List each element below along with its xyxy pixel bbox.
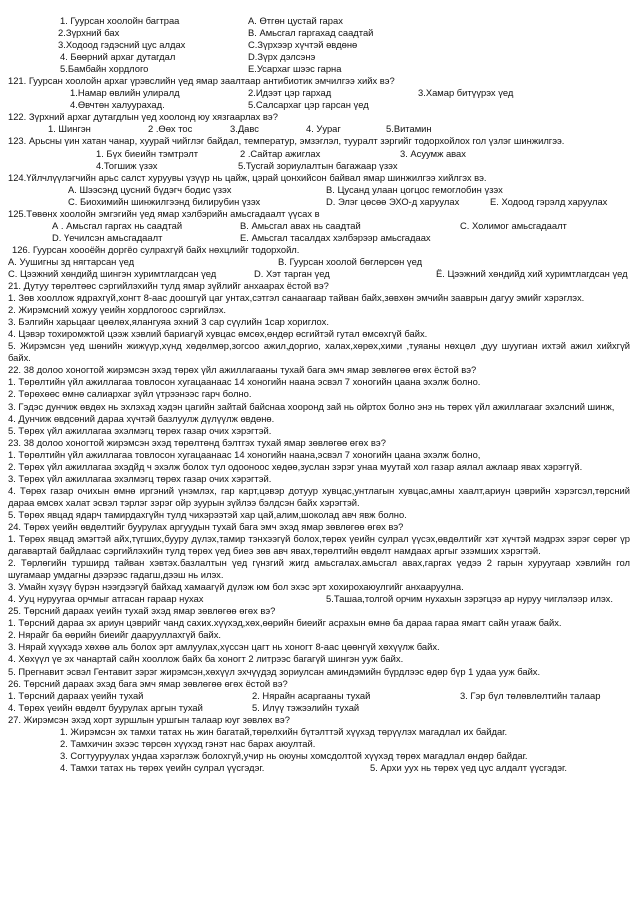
paragraph-text: 4. Төрөх газар очихын өмнө иргэний үнэмлэх, гар карт,цэвэр дотуур хувцас,унтлагын хувцас,амны хаалт,ариун цэврийн хэрэгсэл,төрсний дараа өмсөх халат эсвэл тэрлэг зэрэг ойр зуурын зүйлээ бэлдсэн байх хэрэгтэй. <box>8 484 630 508</box>
text-line <box>8 533 630 557</box>
text-segment: С. Биохимийн шинжилгээнд билирубин үзэх <box>68 195 261 207</box>
text-segment: 4. Дунчиж өвдсөний дараа хүчтэй базлуулж дүлүүлж өвдөнө. <box>8 412 275 424</box>
text-segment: 2. Нярайн асаргааны тухай <box>252 689 371 701</box>
text-segment: D.Зүрх дэлсэнэ <box>248 51 316 63</box>
text-line <box>8 653 630 665</box>
text-segment: 5.Тусгай зориулалтын багажаар үзэх <box>238 159 398 171</box>
paragraph-text: 1. Төрсний дараа эх ариун цэврийг чанд сахих.хүүхэд,хөх,өөрийн биеийг асрахын өмнө ба дараа гараа ямагт сайн угааж байх. <box>8 617 562 629</box>
paragraph-text: 2. Төрөх үйл ажиллагаа эхэдйд ч эхэлж болох тул одооноос хөдөө,зуслан зэрэг унаа муутай хол газар аялал ажлаар явах хэрэггүй. <box>8 460 583 472</box>
text-line <box>8 316 630 328</box>
paragraph-text: 5. Прегнавит эсвэл Гентавит зэрэг жирэмсэн,хөхүүл эхчүүдэд зориулсан аминдэмийн бүрдлээс өдөр бүр 1 удаа ууж байх. <box>8 665 541 677</box>
text-segment: А. Уушигны зд нягтарсан үед <box>8 255 135 267</box>
text-segment: 3. Гэр бүл төлөвлөлтийн талаар <box>460 689 601 701</box>
text-segment: С. Цээжний хөндийд шингэн хуримтлагдсан үед <box>8 267 217 279</box>
text-segment: 4. Ууц нуруугаа орчмыг атгасан гараар нухах <box>8 593 204 605</box>
text-line <box>8 726 630 738</box>
paragraph-text: 123. Арьсны үин хатан чанар, хуурай чийглэг байдал, температур, эмзэглэл, тууралт зэргийг тодорхойлох гол үзлэг шинжилгээ. <box>8 135 565 147</box>
text-line <box>8 641 630 653</box>
text-segment: 4. Төрөх үеийн өвдөлт буурулах аргын тухай <box>8 701 203 713</box>
text-line <box>8 629 630 641</box>
text-line <box>8 593 630 605</box>
text-segment: 4. Цэвэр тохиромжтой цээж хэвлий бариагүй хувцас өмсөх,өндөр өсгийтэй гутал өмсөхгүй байх. <box>8 328 428 340</box>
text-line <box>8 738 630 750</box>
text-segment: 3. Асуумж авах <box>400 147 466 159</box>
text-line <box>8 328 630 340</box>
text-segment: 23. 38 долоо хоногтой жирэмсэн эхэд төрөлтөнд бэлтгэх тухай ямар зөвлөгөө өгөх вэ? <box>8 436 386 448</box>
paragraph-text: 5. Жирэмсэн үед шөнийн жижүүр,хүнд хөдөлмөр,зогсоо ажил,доргио, халах,хөрөх,хими ,туяаны нөхцөл ,дуу шуугиан ихтэй ажил хийхгүй байх. <box>8 340 630 364</box>
text-segment: 124.Үйлчлүүлэгчийн арьс салст хуруувы үзүүр нь цайж, цэрай цонхийсон байвал ямар шинжилгээ хийлгэх вэ. <box>8 171 487 183</box>
text-segment: 4. Уураг <box>306 123 341 135</box>
text-segment: 126. Гуурсан хоооёйн доргёо сулрахгүй байх нөхцлийг тодорхойл. <box>12 243 300 255</box>
text-segment: 5.Витамин <box>386 123 432 135</box>
text-segment: 3. Нярай хүүхэдэ хөхөө аль болох эрт амлуулах,хүссэн цагт нь хоногт 8-аас цөөнгүй хөхүүлж байх. <box>8 641 440 653</box>
text-line <box>8 413 630 425</box>
text-segment: 3. Төрөх үйл ажиллагаа эхэлмэгц төрөх газар очих хэрэгтэй. <box>8 472 272 484</box>
text-segment: 3. Умайн хүзүү бүрэн нээгдээгүй байхад хамаагүй дүлэж юм бол эхэс эрт хохирохаюулгийг анхааруулна. <box>8 581 464 593</box>
text-line <box>8 521 630 533</box>
text-segment: 3.Давс <box>230 123 259 135</box>
text-segment: 24. Төрөх үеийн өвдөлтийг буурулах аргуудын тухай бага эмч эхэд ямар зөвлөгөө өгөх вэ? <box>8 520 404 532</box>
text-line <box>8 304 630 316</box>
text-segment: 21. Дутуу төрөлтөөс сэргийлэхийн тулд ямар зүйлийг анхаарах ёстой вэ? <box>8 280 329 292</box>
text-segment: 2 .Сайтар ажиглах <box>240 147 321 159</box>
text-line <box>8 364 630 376</box>
text-segment: В. Амьсгал гаргахад саадтай <box>248 27 374 39</box>
text-segment: Е. Амьсгал тасалдах хэлбэрээр амьсгадаах <box>240 231 431 243</box>
text-segment: 3.Хамар битүүрэх үед <box>418 87 514 99</box>
text-segment: 5. Төрөх явцад ядарч тамирдахгүйн тулд чихэрээтэй хар цай,алим,шоколад авч явж болно. <box>8 508 407 520</box>
text-line <box>8 27 630 39</box>
text-line <box>8 172 630 184</box>
text-line <box>8 617 630 629</box>
text-line <box>8 280 630 292</box>
text-segment: 121. Гуурсан хоолойн архаг үрэвслийн үед ямар заалтаар антибиотик эмчилгээ хийх вэ? <box>8 75 395 87</box>
text-segment: 1. Гуурсан хоолойн багтраа <box>60 15 180 26</box>
text-line <box>8 678 630 690</box>
text-line <box>8 473 630 485</box>
text-segment: D. Хэт тарган үед <box>254 267 330 279</box>
text-line <box>8 340 630 364</box>
text-line <box>8 160 630 172</box>
text-segment: В. Гуурсан хоолой бөглөрсөн үед <box>278 255 423 267</box>
text-segment: 2.Зүрхний бах <box>58 27 120 39</box>
text-line <box>8 714 630 726</box>
text-line <box>8 702 630 714</box>
text-segment: 4.Өвчтөн халуурахад. <box>70 99 165 111</box>
text-line <box>8 256 630 268</box>
text-line <box>8 509 630 521</box>
text-segment: 2. Нярайг ба өөрийн биеийг даарууллахгүй байх. <box>8 629 222 641</box>
text-segment: 5. Архи уух нь төрөх үед цус алдалт үүсгэдэг. <box>370 761 567 773</box>
text-segment: Е. Ходоод гэрэлд харуулах <box>490 195 608 207</box>
text-segment: 4.Тогшиж үзэх <box>96 159 158 171</box>
text-segment: 5. Илүү тэжээлийн тухай <box>252 701 360 713</box>
text-segment: 1.Намар өвлийн улиралд <box>70 87 180 99</box>
text-line <box>8 485 630 509</box>
text-line <box>8 268 630 280</box>
text-segment: 1. Жирэмсэн эх тамхи татах нь жин багатай,төрөлхийн бүтэлттэй хүүхэд төрүүлэх магадлал их байдаг. <box>60 725 508 737</box>
text-line <box>8 63 630 75</box>
paragraph-text: 1. Зөв хооллож ядрахгүй,хонгт 8-аас доошгүй цаг унтах,сэтгэл санаагаар тайван байх,зөвхөн эмчийн зааврын дагуу эмийг хэрэглэх. <box>8 292 585 304</box>
text-segment: А. Шээсэнд цусний бүдэгч бодис үзэх <box>68 183 232 195</box>
text-segment: А . Амьсгал гаргах нь саадтай <box>52 219 183 231</box>
text-line <box>8 87 630 99</box>
text-line <box>8 232 630 244</box>
text-segment: В. Цусанд улаан цогцос гемоглобин үзэх <box>326 183 503 195</box>
text-line <box>8 111 630 123</box>
text-line <box>8 123 630 135</box>
text-segment: 1. Бүх биеийн тэмтрэлт <box>96 147 199 159</box>
text-segment: 1. Төрөлтийн үйл ажиллагаа товлосон хугацаанаас 14 хоногийн наана,эсвэл 7 хоногийн цаана эхэлж болно, <box>8 448 481 460</box>
text-segment: 2. Төрөхөөс өмнө салиархаг зүйл үтрээнээс гарч болно. <box>8 388 252 400</box>
text-line <box>8 762 630 774</box>
text-segment: Ё. Цээжний хөндийд хий хуримтлагдсан үед <box>436 267 628 279</box>
text-segment: 122. Зүрхний архаг дутагдлын үед хоолонд юу хязгаарлах вэ? <box>8 111 278 123</box>
text-segment: В. Амьсгал авах нь саадтай <box>240 219 361 231</box>
text-segment: 2.Идээт цэр гархад <box>248 87 332 99</box>
paragraph-text: 1. Төрөх явцад эмэгтэй айх,түгших,бууру дүлэх,тамир тэнхээгүй болох,төрөх үеийн сулрал үүсэх,өвдөлтийг хэт хүчтэй мэдрэх зэрэг сөрөг үр дагавартай байдлаас сэргийлэхийн тулд төрөх үед биеэ зөв авч явах,төрөлтийн өвдөлт намдаах аргыг эзэмших хэрэгтэй. <box>8 533 630 557</box>
text-line <box>8 220 630 232</box>
text-line <box>8 184 630 196</box>
text-line <box>8 750 630 762</box>
text-line <box>8 292 630 304</box>
text-segment: 4. Тамхи татах нь төрөх үеийн сулрал үүсгэдэг. <box>60 761 265 773</box>
text-line <box>8 557 630 581</box>
text-segment: С. Холимог амьсгадаалт <box>460 219 567 231</box>
text-segment: 4. Бөөрний архаг дутагдал <box>60 51 176 63</box>
text-segment: 22. 38 долоо хоногтой жирэмсэн эхэд төрөх үйл ажиллагааны тухай бага эмч ямар зөвлөгөө өгөх ёстой вэ? <box>8 364 477 376</box>
text-line <box>8 605 630 617</box>
text-segment: 5.Ташаа,толгой орчим нухахын зэрэгцээ ар нуруу чиглэлээр илэх. <box>326 593 613 605</box>
text-line <box>8 437 630 449</box>
text-line <box>8 75 630 87</box>
text-line <box>8 196 630 208</box>
text-segment: 1. Төрөлтийн үйл ажиллагаа товлосон хугацаанаас 14 хоногийн наана эсвэл 7 хоногийн цаана эхэлж болно. <box>8 376 481 388</box>
text-line <box>8 244 630 256</box>
text-line <box>8 99 630 111</box>
text-segment: 2. Тамхичин эхээс төрсөн хүүхэд гэнэт нас барах аюултай. <box>60 737 316 749</box>
text-line <box>8 461 630 473</box>
text-segment: С.Зүрхээр хүчтэй өвдөнө <box>248 39 358 51</box>
text-segment: 2. Жирэмсний хожуу үеийн хордлогоос сэргийлэх. <box>8 304 227 316</box>
text-segment: 3.Ходоод гэдэсний цус алдах <box>58 39 186 51</box>
text-segment: 26. Төрсний дараах эхэд бага эмч ямар зөвлөгөө өгөх ёстой вэ? <box>8 677 288 689</box>
text-segment: 1. Шингэн <box>48 123 91 135</box>
text-segment: D. Элэг цөсөө ЭХО-д харуулах <box>326 195 460 207</box>
text-segment: D. Үечилсэн амьсгадаалт <box>52 231 163 243</box>
text-line <box>8 51 630 63</box>
text-segment: 3. Согтууруулах ундаа хэрэглэж болохгүй,учир нь оюуны хомсдолтой хүүхэд төрөх магадлал өндөр байдаг. <box>60 749 528 761</box>
text-line <box>8 449 630 461</box>
text-segment: 25. Төрсний дараах үеийн тухай эхэд ямар зөвлөгөө өгөх вэ? <box>8 605 276 617</box>
text-segment: 5.Бамбайн хордлого <box>60 63 149 75</box>
paragraph-text: 2. Төрлөгийн турширд тайван хэвтэх.базлалтын үед гүнзгий жигд амьсгалах.амьсгал авах,гаргах үедээ 2 гарын хуруугаар хэвлийн гол шугамаар умдагны дээрээс гадагш,дээш нь илэх. <box>8 557 630 581</box>
text-line <box>8 39 630 51</box>
text-line <box>8 690 630 702</box>
text-line <box>8 666 630 678</box>
text-segment: 5.Салсархаг цэр гарсан үед <box>248 99 369 111</box>
text-segment: 3. Бэлгийн харьцааг цөөлөх,ялангуяа эхний 3 сар сүүлийн 1сар хориглох. <box>8 316 329 328</box>
text-segment: 5. Төрөх үйл ажиллагаа эхэлмэгц төрөх газар очих хэрэгтэй. <box>8 424 272 436</box>
text-segment: 2 .Өөх тос <box>148 123 193 135</box>
text-line <box>8 135 630 147</box>
text-line <box>8 208 630 220</box>
text-line <box>8 376 630 388</box>
text-line <box>8 148 630 160</box>
paragraph-text: 3. Гэдэс дунчиж өвдөх нь эхлэхэд хэдэн цагийн зайтай байснаа хооронд зай нь ойртох болно энэ нь төрөх үйл ажиллагааг эхэлсний шинж, <box>8 400 615 412</box>
text-line <box>8 425 630 437</box>
text-segment: 4. Хөхүүл үе эх чанартай сайн хооллож байх ба хоногт 2 литрээс багагүй шингэн ууж байх. <box>8 653 404 665</box>
text-line <box>8 401 630 413</box>
text-line <box>8 15 630 27</box>
text-line <box>8 581 630 593</box>
text-segment: А. Өтгөн цустай гарах <box>248 15 343 26</box>
text-segment: 27. Жирэмсэн эхэд хорт зуршлын уршгын талаар юуг зөвлөх вэ? <box>8 713 290 725</box>
text-segment: 125.Төвөнх хоолойн эмгэгийн үед ямар хэлбэрийн амьсгадаалт үүсах в <box>8 207 320 219</box>
text-segment: Е.Усархаг шээс гарна <box>248 63 342 75</box>
text-segment: 1. Төрсний дараах үеийн тухай <box>8 689 144 701</box>
text-line <box>8 388 630 400</box>
